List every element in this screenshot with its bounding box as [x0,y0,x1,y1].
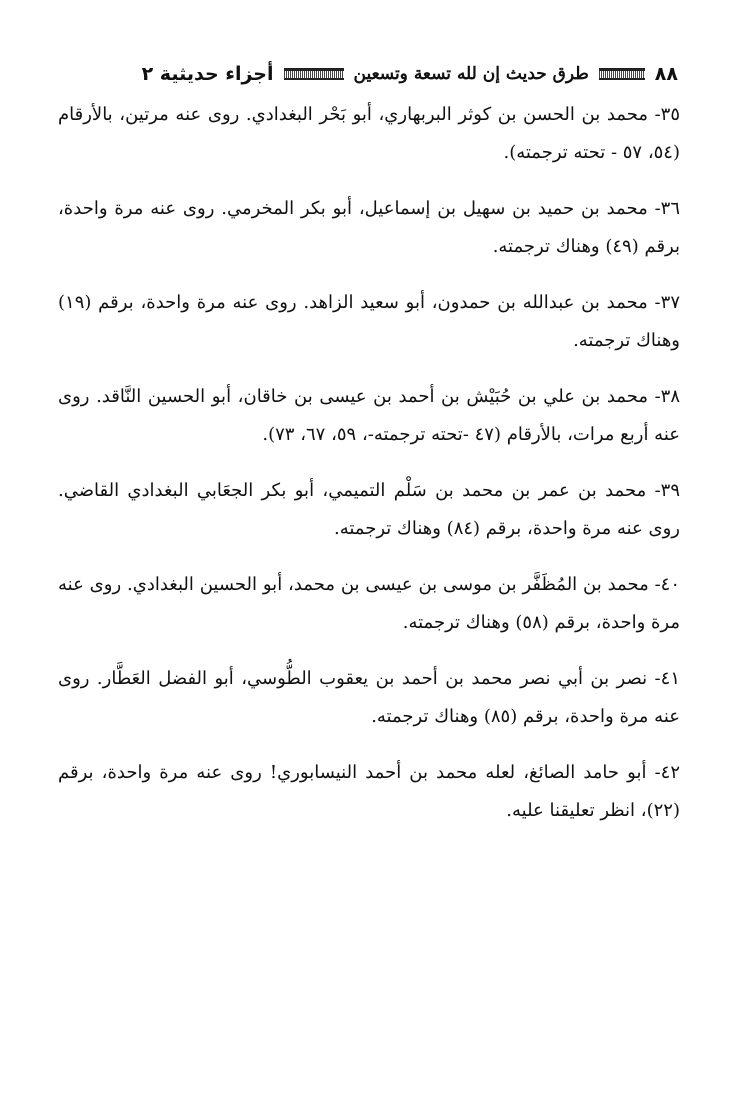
running-header [58,60,678,88]
entries-list [58,96,680,848]
list-item: ٣٥- محمد بن الحسن بن كوثر البربهاري، أبو بَحْر البغدادي. روى عنه مرتين، بالأرقام (٥٤، ٥٧ - تحته ترجمته). [58,104,680,163]
list-item: ٤٢- أبو حامد الصائغ، لعله محمد بن أحمد النيسابوري! روى عنه مرة واحدة، برقم (٢٢)، انظر تعليقنا عليه. [58,762,680,821]
list-item: ٤١- نصر بن أبي نصر محمد بن أحمد بن يعقوب الطُّوسي، أبو الفضل العَطَّار. روى عنه مرة واحدة، برقم (٨٥) وهناك ترجمته. [58,668,680,727]
header-ornament [599,68,645,80]
running-title: طرق حديث إن لله تسعة وتسعين [353,64,589,84]
list-item: ٣٩- محمد بن عمر بن محمد بن سَلْم التميمي، أبو بكر الجعَابي البغدادي القاضي. روى عنه مرة واحدة، برقم (٨٤) وهناك ترجمته. [58,480,680,539]
book-title: أجزاء حديثية ٢ [141,63,274,85]
list-item: ٣٧- محمد بن عبدالله بن حمدون، أبو سعيد الزاهد. روى عنه مرة واحدة، برقم (١٩) وهناك ترجمته. [58,292,680,351]
header-ornament [284,68,344,80]
list-item: ٣٨- محمد بن علي بن حُبَيْش بن أحمد بن عيسى بن خاقان، أبو الحسين النَّاقد. روى عنه أربع مرات، بالأرقام (٤٧ -تحته ترجمته-، ٥٩، ٦٧، ٧٣). [58,386,680,445]
list-item: ٣٦- محمد بن حميد بن سهيل بن إسماعيل، أبو بكر المخرمي. روى عنه مرة واحدة، برقم (٤٩) وهناك ترجمته. [58,198,680,257]
page-number: ٨٨ [654,63,678,85]
list-item: ٤٠- محمد بن المُظَفَّر بن موسى بن عيسى بن محمد، أبو الحسين البغدادي. روى عنه مرة واحدة، برقم (٥٨) وهناك ترجمته. [58,574,680,633]
